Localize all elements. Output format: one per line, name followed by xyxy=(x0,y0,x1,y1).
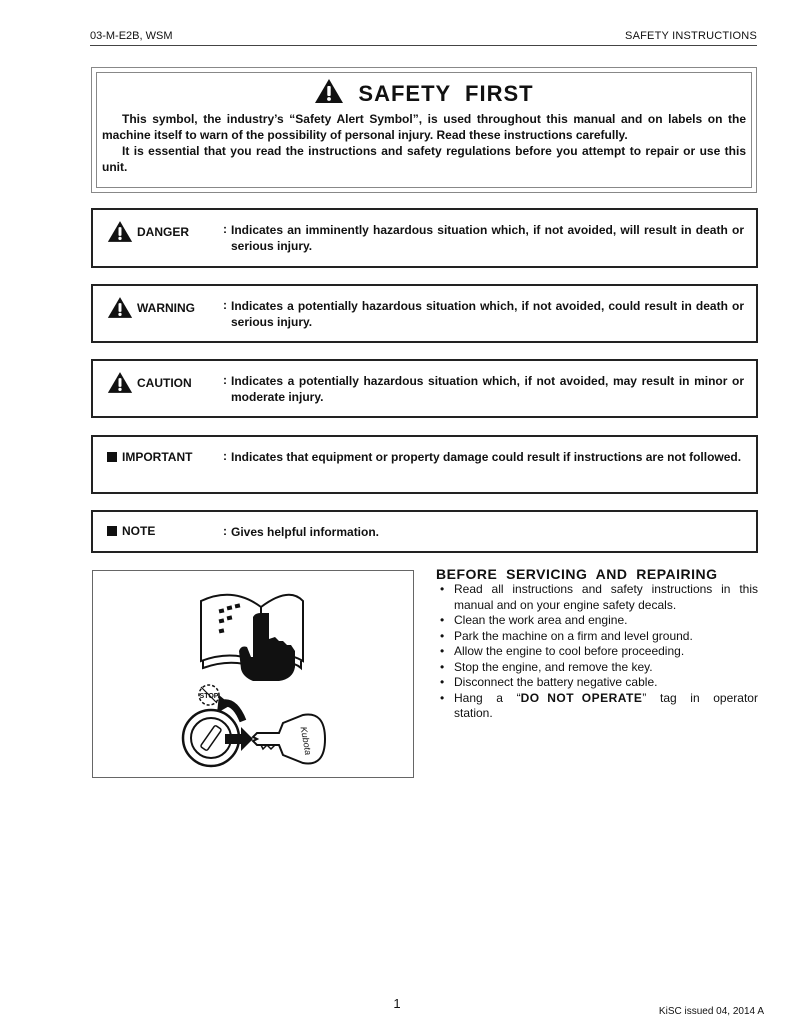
safety-first-paragraph-1: This symbol, the industry’s “Safety Alert Symbol”, is used throughout this manual and on labels on the machine itself to warn of the possibility of personal injury. Read these instructions carefully. xyxy=(102,112,746,142)
signal-desc-note: Gives helpful information. xyxy=(231,525,380,539)
signal-colon: : xyxy=(223,222,227,236)
signal-box-note xyxy=(91,510,758,553)
safety-alert-icon xyxy=(107,220,133,243)
safety-first-box xyxy=(91,67,757,193)
key-brand-text: Kubota xyxy=(298,725,314,756)
signal-colon: : xyxy=(223,524,227,538)
signal-label-warning: WARNING xyxy=(107,296,195,319)
signal-box-danger xyxy=(91,208,758,268)
square-bullet-icon xyxy=(107,452,117,462)
safety-first-title: SAFETY FIRST xyxy=(358,81,534,106)
before-servicing-heading: BEFORE SERVICING AND REPAIRING xyxy=(436,566,718,582)
signal-label-important: IMPORTANT xyxy=(107,450,192,464)
list-item: • Read all instructions and safety instructions in this manual and on your engine safety decals. xyxy=(438,582,758,613)
list-item-do-not-operate xyxy=(438,691,758,722)
do-not-operate-tag-text: DO NOT OPERATE xyxy=(520,690,643,705)
signal-desc-caution: Indicates a potentially hazardous situation which, if not avoided, may result in minor or moderate injury. xyxy=(231,374,744,404)
do-not-operate-line-2: station. xyxy=(454,706,493,720)
page-number: 1 xyxy=(393,996,401,1011)
signal-desc-important: Indicates that equipment or property damage could result if instructions are not followed. xyxy=(231,450,742,464)
list-item: • Clean the work area and engine. xyxy=(438,613,758,629)
header-doc-code: 03-M-E2B, WSM xyxy=(90,30,173,42)
before-servicing-list xyxy=(438,582,758,722)
signal-box-important xyxy=(91,435,758,494)
manual-and-key-illustration xyxy=(93,571,413,777)
kubota-key-icon xyxy=(253,715,325,764)
do-not-operate-line-1: • Hang a “DO NOT OPERATE” tag in operator xyxy=(454,690,758,705)
list-item: • Stop the engine, and remove the key. xyxy=(438,660,758,676)
list-item: • Park the machine on a firm and level ground. xyxy=(438,629,758,645)
servicing-illustration xyxy=(92,570,414,778)
signal-desc-warning: Indicates a potentially hazardous situation which, if not avoided, could result in death or serious injury. xyxy=(231,299,744,329)
signal-box-caution xyxy=(91,359,758,418)
signal-label-note: NOTE xyxy=(107,524,155,538)
stop-symbol-icon xyxy=(199,685,219,705)
square-bullet-icon xyxy=(107,526,117,536)
signal-colon: : xyxy=(223,373,227,387)
signal-box-warning xyxy=(91,284,758,343)
signal-colon: : xyxy=(223,449,227,463)
signal-label-danger: DANGER xyxy=(107,220,189,243)
safety-alert-icon xyxy=(107,371,133,394)
safety-first-paragraph-2: It is essential that you read the instructions and safety regulations before you attempt to repair or use this unit. xyxy=(102,144,746,174)
list-item: • Allow the engine to cool before proceeding. xyxy=(438,644,758,660)
signal-desc-danger: Indicates an imminently hazardous situation which, if not avoided, will result in death or serious injury. xyxy=(231,223,744,253)
safety-alert-icon xyxy=(314,78,344,104)
issue-stamp: KiSC issued 04, 2014 A xyxy=(658,1006,764,1017)
header-rule xyxy=(90,45,757,46)
signal-label-caution: CAUTION xyxy=(107,371,192,394)
list-item: • Disconnect the battery negative cable. xyxy=(438,675,758,691)
safety-alert-icon xyxy=(107,296,133,319)
stop-label: STOP xyxy=(199,693,219,700)
safety-first-heading xyxy=(92,78,756,107)
header-section-title: SAFETY INSTRUCTIONS xyxy=(625,30,757,42)
signal-colon: : xyxy=(223,298,227,312)
